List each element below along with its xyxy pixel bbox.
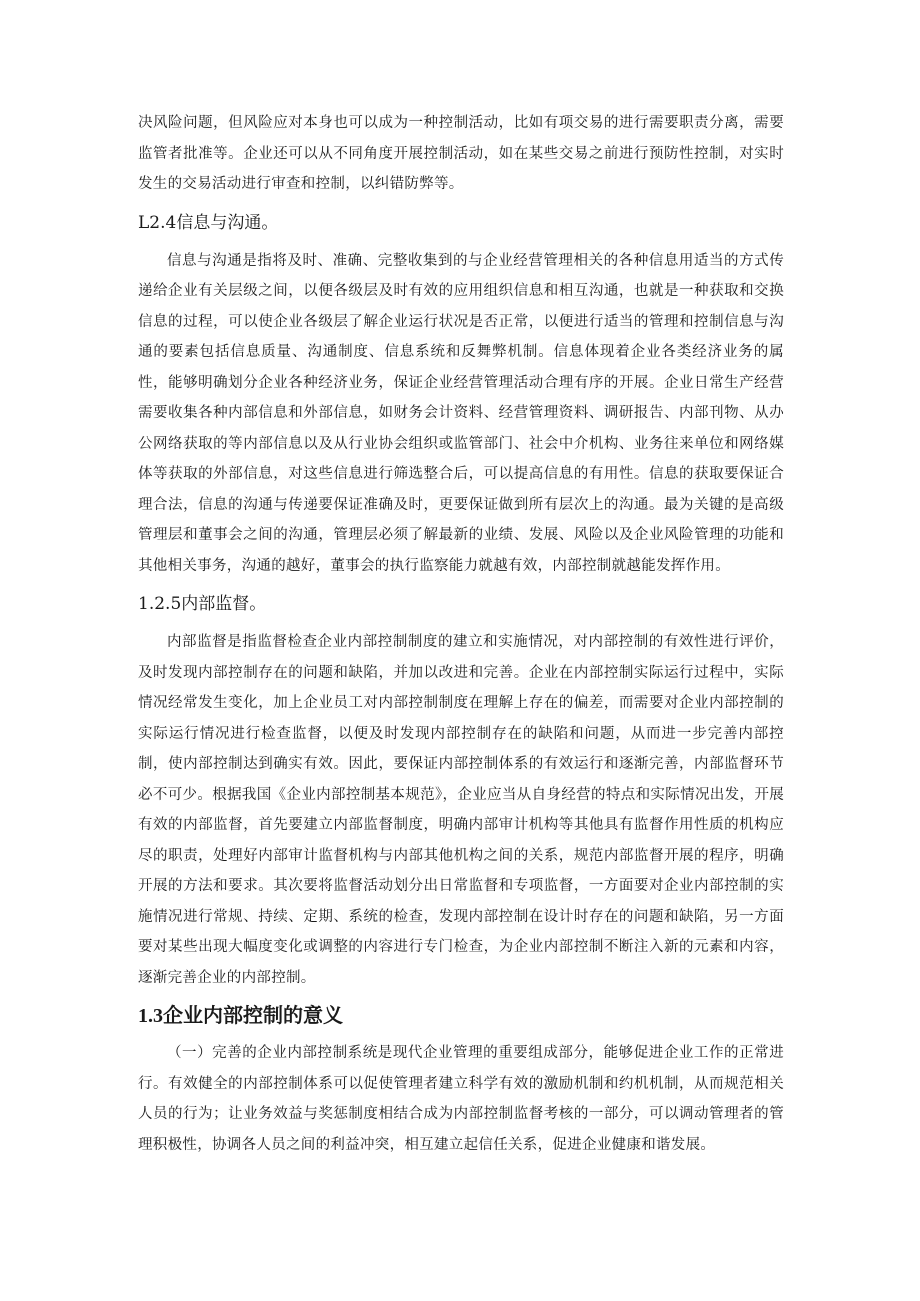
heading-1-3-text: 企业内部控制的意义 — [163, 1003, 343, 1027]
document-page — [138, 108, 784, 1160]
heading-1-2-5: 1.2.5内部监督。 — [138, 594, 267, 614]
paragraph-1-2-4: 信息与沟通是指将及时、准确、完整收集到的与企业经营管理相关的各种信息用适当的方式传递给企业有关层级之间，以便各级层及时有效的应用组织信息和相互沟通，也就是一种获取和交换信息的过程，可以使企业各级层了解企业运行状况是否正常，以便进行适当的管理和控制信息与沟通的要素包括信息质量、沟通制度、信息系统和反舞弊机制。信息体现着企业各类经济业务的属性，能够明确划分企业各种经济业务，保证企业经营管理活动合理有序的开展。企业日常生产经营需要收集各种内部信息和外部信息，如财务会计资料、经营管理资料、调研报告、内部刊物、从办公网络获取的等内部信息以及从行业协会组织或监管部门、社会中介机构、业务往来单位和网络媒体等获取的外部信息，对这些信息进行筛选整合后，可以提高信息的有用性。信息的获取要保证合理合法，信息的沟通与传递要保证准确及时，更要保证做到所有层次上的沟通。最为关键的是高级管理层和董事会之间的沟通，管理层必须了解最新的业绩、发展、风险以及企业风险管理的功能和其他相关事务，沟通的越好，董事会的执行监察能力就越有效，内部控制就越能发挥作用。 — [138, 252, 784, 574]
paragraph-1-3: （一）完善的企业内部控制系统是现代企业管理的重要组成部分，能够促进企业工作的正常进行。有效健全的内部控制体系可以促使管理者建立科学有效的激励机制和约机机制，从而规范相关人员的行为；让业务效益与奖惩制度相结合成为内部控制监督考核的一部分，可以调动管理者的管理积极性，协调各人员之间的利益冲突，相互建立起信任关系，促进企业健康和谐发展。 — [138, 1045, 784, 1153]
paragraph-1-2-5: 内部监督是指监督检查企业内部控制制度的建立和实施情况，对内部控制的有效性进行评价，及时发现内部控制存在的问题和缺陷，并加以改进和完善。企业在内部控制实际运行过程中，实际情况经常发生变化，加上企业员工对内部控制制度在理解上存在的偏差，而需要对企业内部控制的实际运行情况进行检查监督，以便及时发现内部控制存在的缺陷和问题，从而进一步完善内部控制，使内部控制达到确实有效。因此，要保证内部控制体系的有效运行和逐渐完善，内部监督环节必不可少。根据我国《企业内部控制基本规范》，企业应当从自身经营的特点和实际情况出发，开展有效的内部监督，首先要建立内部监督制度，明确内部审计机构等其他具有监督作用性质的机构应尽的职责，处理好内部审计监督机构与内部其他机构之间的关系，规范内部监督开展的程序，明确开展的方法和要求。其次要将监督活动划分出日常监督和专项监督，一方面要对企业内部控制的实施情况进行常规、持续、定期、系统的检查，发现内部控制在设计时存在的问题和缺陷，另一方面要对某些出现大幅度变化或调整的内容进行专门检查，为企业内部控制不断注入新的元素和内容，逐渐完善企业的内部控制。 — [138, 634, 784, 986]
heading-1-3 — [138, 999, 784, 1032]
heading-1-2-4: L2.4信息与沟通。 — [138, 212, 279, 233]
heading-1-3-number: 1.3 — [138, 1005, 163, 1027]
intro-paragraph: 决风险问题，但风险应对本身也可以成为一种控制活动，比如有项交易的进行需要职责分离，需要监管者批准等。企业还可以从不同角度开展控制活动，如在某些交易之前进行预防性控制，对实时发生的交易活动进行审查和控制，以纠错防弊等。 — [138, 115, 784, 192]
